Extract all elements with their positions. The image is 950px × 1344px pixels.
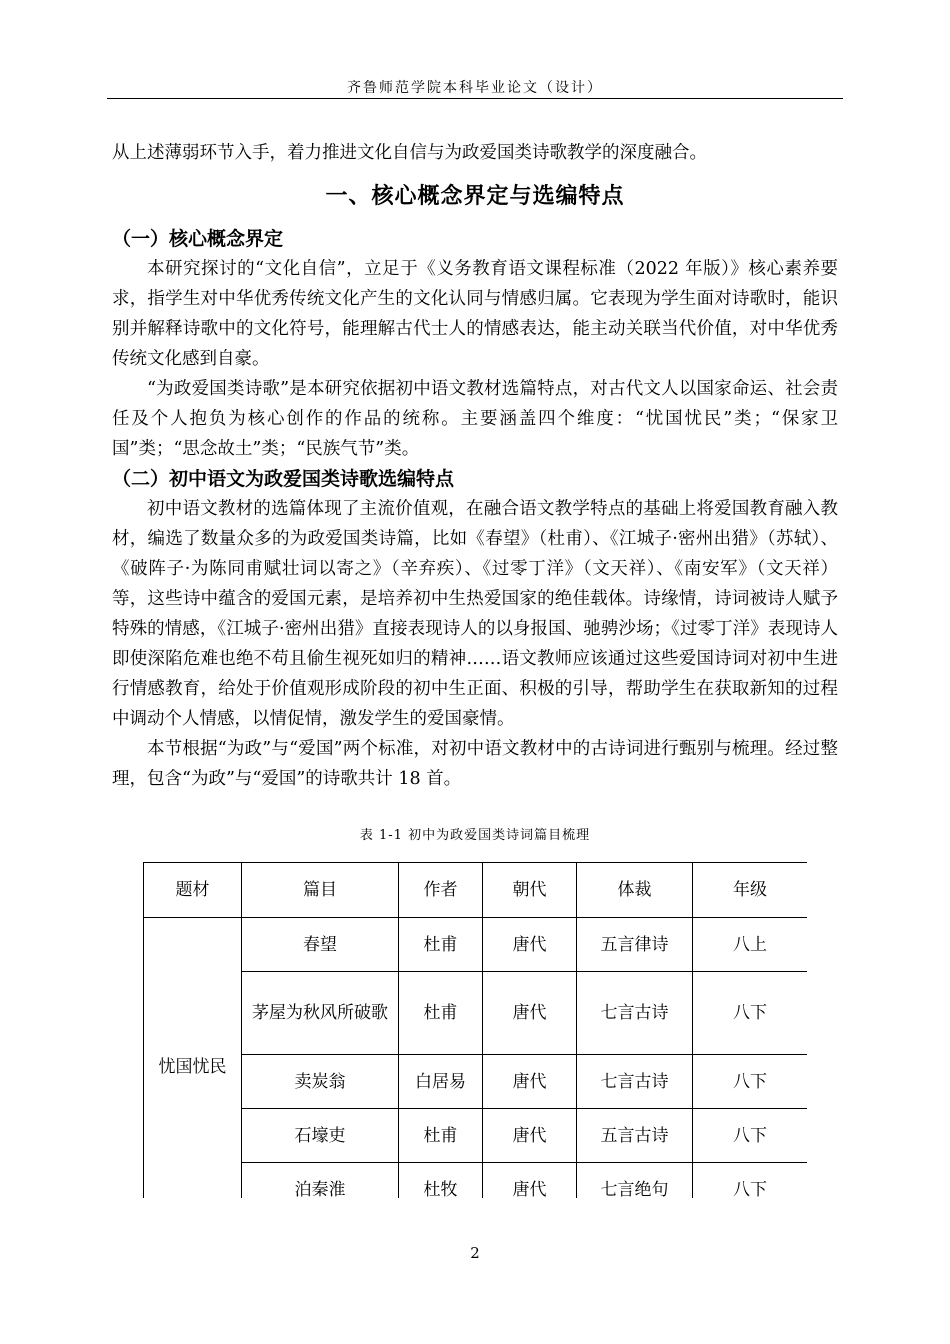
cell-dynasty: 唐代: [483, 1109, 577, 1163]
cell-grade: 八下: [693, 1055, 808, 1109]
header-cell-theme: 题材: [144, 863, 242, 918]
paragraph: 本节根据“为政”与“爱国”两个标准，对初中语文教材中的古诗词进行甄别与梳理。经过整理，包含“为政”与“爱国”的诗歌共计 18 首。: [112, 739, 838, 789]
cell-title: 茅屋为秋风所破歌: [242, 972, 399, 1055]
cell-title: 石壕吏: [242, 1109, 399, 1163]
cell-dynasty: 唐代: [483, 972, 577, 1055]
header-cell-title: 篇目: [242, 863, 399, 918]
table-row: [144, 972, 808, 1055]
poem-table: [143, 862, 807, 1198]
cell-dynasty: 唐代: [483, 1163, 577, 1199]
table-row: [144, 918, 808, 972]
cell-genre: 五言律诗: [577, 918, 693, 972]
paragraph: 本研究探讨的“文化自信”，立足于《义务教育语文课程标准（2022 年版）》核心素养要求，指学生对中华优秀传统文化产生的文化认同与情感归属。它表现为学生面对诗歌时，能识别并解释诗歌中的文化符号，能理解古代士人的情感表达，能主动关联当代价值，对中华优秀传统文化感到自豪。: [112, 259, 838, 369]
cell-author: 杜牧: [399, 1163, 483, 1199]
paragraph: 初中语文教材的选篇体现了主流价值观，在融合语文教学特点的基础上将爱国教育融入教材，编选了数量众多的为政爱国类诗篇，比如《春望》（杜甫）、《江城子·密州出猎》（苏轼）、《破阵子·为陈同甫赋壮词以寄之》（辛弃疾）、《过零丁洋》（文天祥）、《南安军》（文天祥）等，这些诗中蕴含的爱国元素，是培养初中生热爱国家的绝佳载体。诗缘情，诗词被诗人赋予特殊的情感，《江城子·密州出猎》直接表现诗人的以身报国、驰骋沙场；《过零丁洋》表现诗人即使深陷危难也绝不苟且偷生视死如归的精神……语文教师应该通过这些爱国诗词对初中生进行情感教育，给处于价值观形成阶段的初中生正面、积极的引导，帮助学生在获取新知的过程中调动个人情感，以情促情，激发学生的爱国豪情。: [112, 499, 838, 729]
cell-grade: 八下: [693, 972, 808, 1055]
cell-genre: 七言古诗: [577, 972, 693, 1055]
subsection-title-2: （二）初中语文为政爱国类诗歌选编特点: [112, 468, 455, 490]
page-number: 2: [470, 1244, 480, 1262]
header-cell-genre: 体裁: [577, 863, 693, 918]
intro-line: 从上述薄弱环节入手，着力推进文化自信与为政爱国类诗歌教学的深度融合。: [112, 143, 707, 163]
cell-author: 杜甫: [399, 972, 483, 1055]
table-row: [144, 1055, 808, 1109]
table-caption: 表 1-1 初中为政爱国类诗词篇目梳理: [359, 828, 591, 843]
table-header-row: [144, 863, 808, 918]
cell-genre: 五言古诗: [577, 1109, 693, 1163]
header-cell-author: 作者: [399, 863, 483, 918]
paragraph: “为政爱国类诗歌”是本研究依据初中语文教材选篇特点，对古代文人以国家命运、社会责任及个人抱负为核心创作的作品的统称。主要涵盖四个维度：“忧国忧民”类；“保家卫国”类；“思念故土”类；“民族气节”类。: [112, 379, 838, 459]
cell-dynasty: 唐代: [483, 918, 577, 972]
section-title: 一、核心概念界定与选编特点: [325, 184, 625, 209]
table-row: [144, 1163, 808, 1199]
cell-author: 杜甫: [399, 1109, 483, 1163]
cell-grade: 八下: [693, 1109, 808, 1163]
cell-author: 杜甫: [399, 918, 483, 972]
header-cell-grade: 年级: [693, 863, 808, 918]
cell-title: 泊秦淮: [242, 1163, 399, 1199]
cell-title: 卖炭翁: [242, 1055, 399, 1109]
cell-grade: 八下: [693, 1163, 808, 1199]
body-text: [112, 138, 838, 794]
cell-title: 春望: [242, 918, 399, 972]
header-rule: [107, 98, 843, 99]
cell-dynasty: 唐代: [483, 1055, 577, 1109]
cell-genre: 七言古诗: [577, 1055, 693, 1109]
cell-grade: 八上: [693, 918, 808, 972]
subsection-title-1: （一）核心概念界定: [112, 228, 284, 250]
table-row: [144, 1109, 808, 1163]
running-header: 齐鲁师范学院本科毕业论文（设计）: [347, 80, 603, 96]
poem-table-container: [143, 862, 807, 1198]
cell-genre: 七言绝句: [577, 1163, 693, 1199]
header-cell-dynasty: 朝代: [483, 863, 577, 918]
cell-author: 白居易: [399, 1055, 483, 1109]
group-cell: 忧国忧民: [144, 918, 242, 1199]
